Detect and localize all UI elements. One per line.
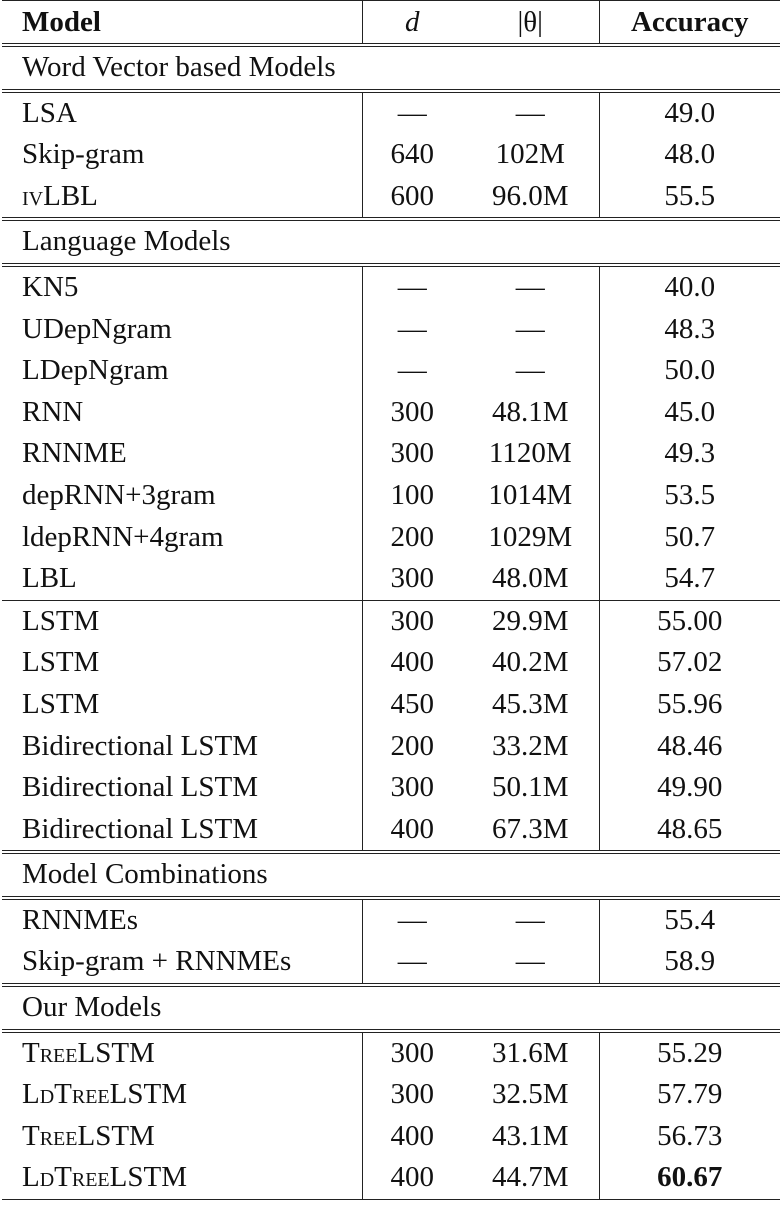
table-row [2, 941, 780, 985]
accuracy-cell: 49.0 [599, 91, 780, 135]
model-cell: LDepNgram [2, 350, 362, 392]
table-row [2, 475, 780, 517]
theta-cell: — [462, 941, 599, 985]
table-row [2, 1116, 780, 1158]
theta-cell: 48.1M [462, 392, 599, 434]
accuracy-cell: 48.46 [657, 729, 723, 762]
table-row [2, 134, 780, 176]
d-cell: — [362, 265, 462, 309]
table-row [2, 265, 780, 309]
theta-cell: 40.2M [462, 642, 599, 684]
accuracy-cell: 49.90 [657, 771, 723, 804]
table-row [2, 350, 780, 392]
d-cell: 300 [390, 562, 434, 595]
d-cell: 300 [362, 1031, 462, 1075]
d-cell: 100 [390, 478, 434, 511]
accuracy-cell-best: 60.67 [599, 1157, 780, 1199]
theta-cell: 31.6M [462, 1031, 599, 1075]
table-row [2, 433, 780, 475]
theta-cell: — [462, 309, 599, 351]
d-cell: 200 [390, 520, 434, 553]
d-cell: 300 [390, 437, 434, 470]
theta-cell: 1029M [462, 517, 599, 559]
model-cell: LdTreeLSTM [2, 1157, 362, 1199]
table-row [2, 392, 780, 434]
section-title: Language Models [2, 219, 780, 265]
table-row [2, 1157, 780, 1199]
model-cell: LSTM [2, 642, 362, 684]
d-cell: — [397, 354, 427, 387]
section-title: Model Combinations [2, 852, 780, 898]
d-cell: — [362, 898, 462, 942]
model-cell: RNNME [2, 433, 362, 475]
accuracy-cell: 58.9 [664, 945, 716, 978]
model-cell: depRNN+3gram [2, 475, 362, 517]
d-cell: — [362, 91, 462, 135]
accuracy-cell: 55.29 [599, 1031, 780, 1075]
theta-cell: — [462, 91, 599, 135]
model-cell: RNNMEs [2, 898, 362, 942]
table-row [2, 726, 780, 768]
results-table [2, 0, 780, 1200]
table-row [2, 176, 780, 220]
d-cell: 300 [362, 600, 462, 642]
accuracy-cell: 55.00 [599, 600, 780, 642]
accuracy-cell: 57.79 [657, 1078, 723, 1111]
theta-cell: — [462, 350, 599, 392]
accuracy-cell: 49.3 [664, 437, 716, 470]
accuracy-cell: 53.5 [664, 478, 716, 511]
accuracy-cell: 54.7 [664, 562, 716, 595]
section-header [2, 45, 780, 91]
model-cell: LSA [2, 91, 362, 135]
d-cell: 400 [390, 812, 434, 845]
table-row [2, 898, 780, 942]
section-header [2, 219, 780, 265]
header-row [2, 1, 780, 46]
table-row [2, 91, 780, 135]
header-accuracy: Accuracy [599, 1, 780, 46]
d-cell: 300 [390, 771, 434, 804]
section-title: Word Vector based Models [2, 45, 780, 91]
header-theta: |θ| [462, 1, 599, 46]
model-cell: TreeLSTM [2, 1116, 362, 1158]
model-cell: LSTM [2, 600, 362, 642]
table-row [2, 309, 780, 351]
theta-cell: 67.3M [462, 809, 599, 853]
accuracy-cell: 50.7 [664, 520, 716, 553]
theta-cell: 29.9M [462, 600, 599, 642]
theta-cell: 50.1M [462, 767, 599, 809]
model-cell: LdTreeLSTM [2, 1074, 362, 1116]
accuracy-cell: 48.0 [664, 138, 716, 171]
model-cell: KN5 [2, 265, 362, 309]
table-row [2, 642, 780, 684]
accuracy-cell: 55.5 [664, 179, 716, 212]
table-row [2, 684, 780, 726]
section-title: Our Models [2, 985, 780, 1031]
section-header [2, 852, 780, 898]
accuracy-cell: 48.3 [664, 312, 716, 345]
accuracy-cell: 55.96 [657, 687, 723, 720]
accuracy-cell: 48.65 [657, 812, 723, 845]
accuracy-cell: 56.73 [657, 1119, 723, 1152]
model-cell: LSTM [2, 684, 362, 726]
table-row [2, 558, 780, 600]
table-row [2, 809, 780, 853]
theta-cell: — [462, 898, 599, 942]
model-cell: Bidirectional LSTM [2, 809, 362, 853]
d-cell: 200 [390, 729, 434, 762]
theta-cell: 32.5M [462, 1074, 599, 1116]
table-row [2, 767, 780, 809]
theta-cell: 102M [462, 134, 599, 176]
accuracy-cell: 50.0 [664, 354, 716, 387]
theta-cell: 48.0M [462, 558, 599, 600]
theta-cell: 45.3M [462, 684, 599, 726]
model-cell: Bidirectional LSTM [2, 726, 362, 768]
d-cell: 400 [362, 1157, 462, 1199]
table-row [2, 517, 780, 559]
theta-cell: 43.1M [462, 1116, 599, 1158]
d-cell: 400 [390, 1119, 434, 1152]
model-cell: TreeLSTM [2, 1031, 362, 1075]
table-row [2, 1074, 780, 1116]
model-cell: UDepNgram [2, 309, 362, 351]
model-cell: ivLBL [2, 176, 362, 220]
header-model: Model [2, 1, 362, 46]
accuracy-cell: 45.0 [664, 395, 716, 428]
model-cell: ldepRNN+4gram [2, 517, 362, 559]
d-cell: 400 [390, 646, 434, 679]
model-cell: Skip-gram [2, 134, 362, 176]
model-cell: Bidirectional LSTM [2, 767, 362, 809]
header-d: d [362, 1, 462, 46]
theta-cell: 1120M [462, 433, 599, 475]
d-cell: — [397, 945, 427, 978]
d-cell: — [397, 312, 427, 345]
theta-cell: 1014M [462, 475, 599, 517]
theta-cell: 33.2M [462, 726, 599, 768]
accuracy-cell: 55.4 [599, 898, 780, 942]
theta-cell: 96.0M [462, 176, 599, 220]
d-cell: 300 [390, 395, 434, 428]
model-cell: Skip-gram + RNNMEs [2, 941, 362, 985]
model-cell: LBL [2, 558, 362, 600]
accuracy-cell: 40.0 [599, 265, 780, 309]
accuracy-cell: 57.02 [657, 646, 723, 679]
section-header [2, 985, 780, 1031]
model-cell: RNN [2, 392, 362, 434]
theta-cell: 44.7M [462, 1157, 599, 1199]
d-cell: 300 [390, 1078, 434, 1111]
d-cell: 600 [390, 179, 434, 212]
theta-cell: — [462, 265, 599, 309]
table-row [2, 1031, 780, 1075]
table-row [2, 600, 780, 642]
d-cell: 450 [390, 687, 434, 720]
d-cell: 640 [390, 138, 434, 171]
